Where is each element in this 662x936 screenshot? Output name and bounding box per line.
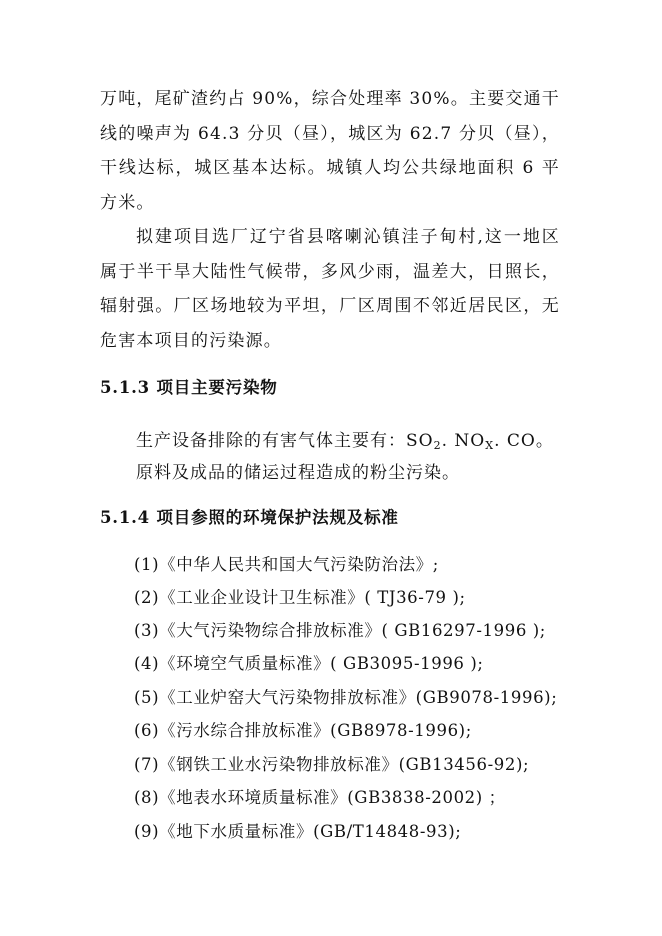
gas-line-prefix: 生产设备排除的有害气体主要有：SO <box>136 431 434 451</box>
gas-line-suffix: . CO。 <box>494 431 554 451</box>
standard-list-item: (2)《工业企业设计卫生标准》( TJ36-79 ); <box>134 588 466 607</box>
section-5-1-4-heading: 5.1.4 项目参照的环境保护法规及标准 <box>100 508 399 527</box>
standard-list-item: (3)《大气污染物综合排放标准》( GB16297-1996 ); <box>134 621 546 640</box>
standard-list-item: (5)《工业炉窑大气污染物排放标准》(GB9078-1996); <box>134 688 558 707</box>
standard-list-item: (6)《污水综合排放标准》(GB8978-1996); <box>134 721 472 740</box>
site-paragraph: 拟建项目选厂辽宁省县喀喇沁镇洼子甸村,这一地区属于半干旱大陆性气候带，多风少雨，温差大，日照长，辐射强。厂区场地较为平坦，厂区周围不邻近居民区，无危害本项目的污染源。 <box>100 227 560 351</box>
standard-list-item: (9)《地下水质量标准》(GB/T14848-93); <box>134 822 462 841</box>
nox-subscript: X <box>485 439 495 452</box>
gas-line-mid: . NO <box>441 431 486 451</box>
so2-subscript: 2 <box>433 439 442 452</box>
standard-list-item: (4)《环境空气质量标准》( GB3095-1996 ); <box>134 654 484 673</box>
standard-list-item: (1)《中华人民共和国大气污染防治法》; <box>134 555 439 574</box>
dust-pollution-line: 原料及成品的储运过程造成的粉尘污染。 <box>136 463 460 483</box>
section-5-1-3-heading: 5.1.3 项目主要污染物 <box>100 378 278 397</box>
standard-list-item: (8)《地表水环境质量标准》(GB3838-2002) ； <box>134 788 506 807</box>
harmful-gas-line <box>136 426 554 452</box>
intro-paragraph: 万吨，尾矿渣约占 90%，综合处理率 30%。主要交通干线的噪声为 64.3 分贝（昼），城区为 62.7 分贝（昼），干线达标，城区基本达标。城镇人均公共绿地面积 6 平方米。 <box>100 89 560 213</box>
standard-list-item: (7)《钢铁工业水污染物排放标准》(GB13456-92); <box>134 755 530 774</box>
